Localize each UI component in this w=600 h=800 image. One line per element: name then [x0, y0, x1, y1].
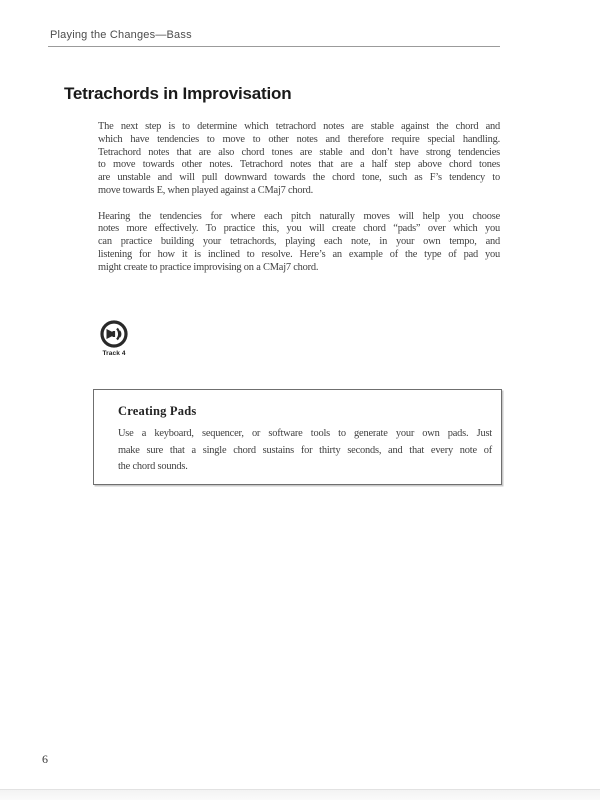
- text-line: to move towards other notes. Tetrachord notes that are a half step above chord tones: [98, 159, 500, 171]
- speaker-icon: [100, 320, 128, 348]
- header-rule: [48, 46, 500, 47]
- paragraph-2: [98, 211, 500, 275]
- text-line: Use a keyboard, sequencer, or software tools to generate your own pads. Just: [118, 428, 492, 439]
- text-line: the chord sounds.: [118, 461, 188, 473]
- text-line: are unstable and will pull downward towards the chord tone, such as F’s tendency to: [98, 172, 500, 184]
- text-line: might create to practice improvising on a CMaj7 chord.: [98, 261, 319, 273]
- text-line: make sure that a single chord sustains for thirty seconds, and that every note of: [118, 444, 492, 456]
- callout-body: [118, 426, 492, 476]
- text-line: which have tendencies to move to other notes and therefore require special handling.: [98, 133, 500, 145]
- callout-box: [93, 389, 502, 485]
- text-line: Hearing the tendencies for where each pitch naturally moves will help you choose: [98, 210, 500, 222]
- text-line: listening for how it is inclined to resolve. Here’s an example of the type of pad you: [98, 248, 500, 260]
- audio-track-marker: [99, 320, 129, 357]
- page-number: 6: [42, 752, 48, 766]
- text-line: The next step is to determine which tetrachord notes are stable against the chord and: [98, 121, 500, 132]
- running-header: Playing the Changes—Bass: [50, 29, 192, 41]
- body-text: [98, 121, 500, 275]
- text-line: notes more effectively. To practice this, you will create chord “pads” over which you: [98, 223, 500, 235]
- text-line: move towards E, when played against a CMaj7 chord.: [98, 184, 314, 196]
- callout-heading: Creating Pads: [118, 404, 197, 418]
- text-line: can practice building your tetrachords, playing each note, in your own tempo, and: [98, 236, 500, 248]
- section-title: Tetrachords in Improvisation: [64, 84, 292, 103]
- scan-edge: [0, 789, 600, 800]
- text-line: Tetrachord notes that are also chord tones are stable and don’t have strong tendencies: [98, 146, 500, 158]
- paragraph-1: [98, 121, 500, 198]
- track-label: Track 4: [102, 350, 126, 357]
